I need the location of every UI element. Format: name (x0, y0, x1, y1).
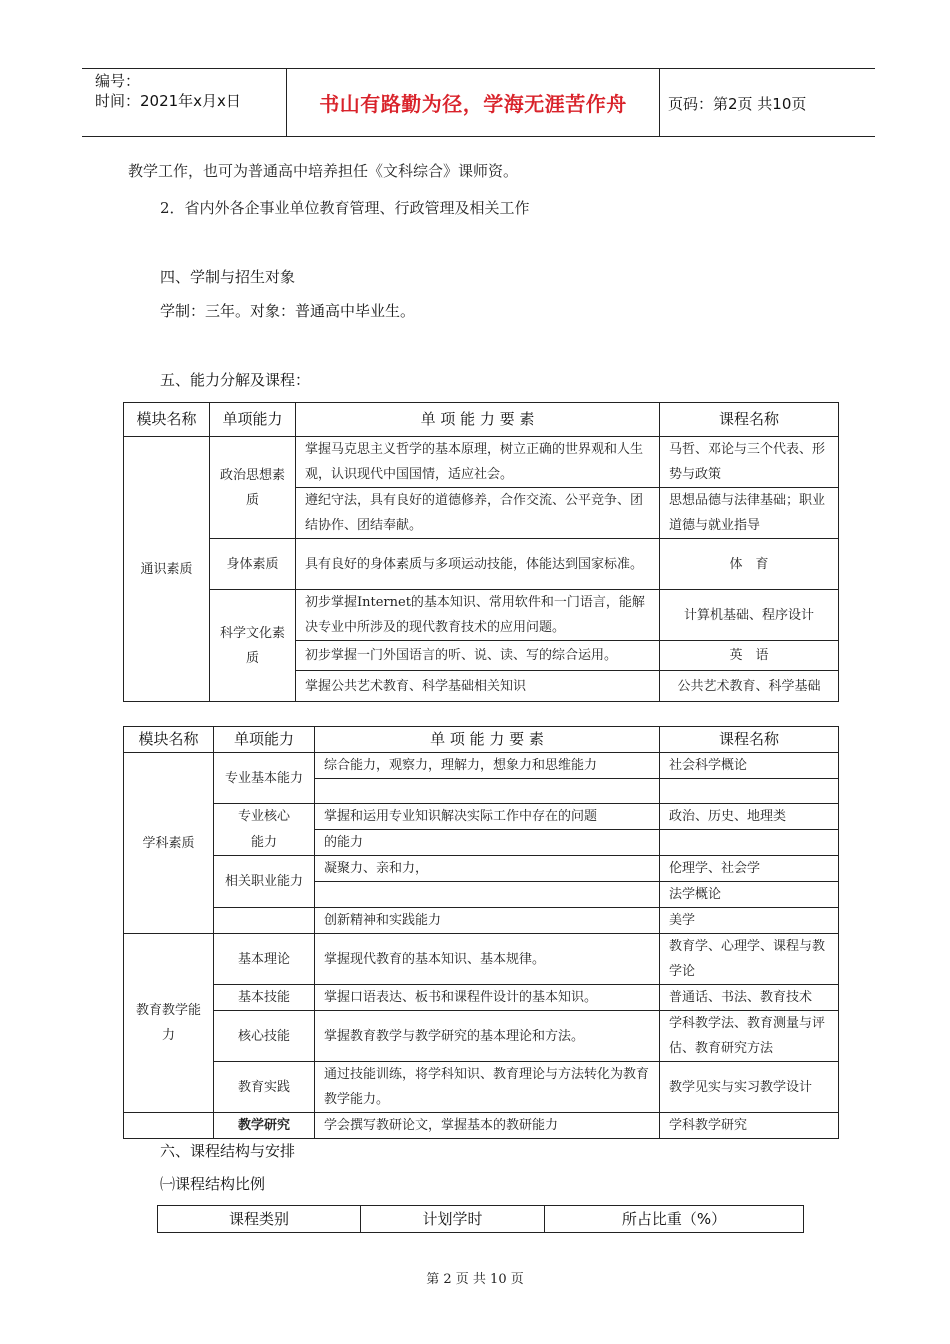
header-divider-right (659, 68, 660, 136)
header-number-label: 编号： (95, 72, 141, 90)
section-heading-6: 六、课程结构与安排 (160, 1142, 296, 1160)
table-row (124, 908, 839, 934)
element-cell: 掌握现代教育的基本知识、基本规律。 (315, 934, 660, 985)
ability-name-cell (214, 908, 315, 934)
element-cell: 通过技能训练，将学科知识、教育理论与方法转化为教育教学能力。 (315, 1062, 660, 1113)
course-cell: 政治、历史、地理类 (660, 804, 839, 830)
course-cell: 教育学、心理学、课程与教学论 (660, 934, 839, 985)
table-row (124, 1113, 839, 1139)
element-cell: 掌握公共艺术教育、科学基础相关知识 (296, 671, 660, 702)
header-bottom-rule (82, 136, 875, 137)
column-header-proportion: 所占比重（%） (545, 1206, 804, 1233)
element-cell: 凝聚力、亲和力， (315, 856, 660, 882)
course-cell: 美学 (660, 908, 839, 934)
column-header-course: 课程名称 (660, 403, 839, 437)
element-cell: 的能力 (315, 830, 660, 856)
ability-name-cell: 政治思想素质 (210, 437, 296, 539)
element-cell (315, 779, 660, 804)
subsection-heading-6-1: ㈠课程结构比例 (160, 1175, 266, 1193)
ability-name-cell: 基本技能 (214, 985, 315, 1011)
table-row (124, 753, 839, 779)
column-header-module: 模块名称 (124, 727, 214, 753)
body-paragraph-2: 2．省内外各企事业单位教育管理、行政管理及相关工作 (160, 199, 530, 217)
ability-name-cell: 专业核心 (214, 804, 315, 830)
table-row (124, 830, 839, 856)
column-header-planned-hours: 计划学时 (361, 1206, 545, 1233)
course-cell (660, 779, 839, 804)
header-top-rule (82, 68, 875, 69)
ability-name-cell: 核心技能 (214, 1011, 315, 1062)
course-cell: 体 育 (660, 539, 839, 590)
ability-name-cell: 专业基本能力 (214, 753, 315, 804)
course-cell: 教学见实与实习教学设计 (660, 1062, 839, 1113)
table-header-row (158, 1206, 804, 1233)
ability-name-cell: 能力 (214, 830, 315, 856)
body-paragraph-3: 学制：三年。对象：普通高中毕业生。 (160, 302, 416, 320)
section-heading-4: 四、学制与招生对象 (160, 268, 296, 286)
element-cell: 掌握马克思主义哲学的基本原理，树立正确的世界观和人生观，认识现代中国国情，适应社会。 (296, 437, 660, 488)
table-row (124, 1062, 839, 1113)
course-cell: 伦理学、社会学 (660, 856, 839, 882)
module-name-cell: 通识素质 (124, 437, 210, 702)
table-row (124, 804, 839, 830)
body-paragraph-1: 教学工作，也可为普通高中培养担任《文科综合》课师资。 (128, 162, 519, 180)
module-name-cell: 学科素质 (124, 753, 214, 934)
table-row (124, 985, 839, 1011)
column-header-module: 模块名称 (124, 403, 210, 437)
element-cell (315, 882, 660, 908)
section-heading-5: 五、能力分解及课程： (160, 371, 311, 389)
course-cell: 学科教学法、教育测量与评估、教育研究方法 (660, 1011, 839, 1062)
header-page-label: 页码：第2页 共10页 (668, 95, 807, 113)
ability-name-cell: 身体素质 (210, 539, 296, 590)
course-cell: 社会科学概论 (660, 753, 839, 779)
element-cell: 掌握和运用专业知识解决实际工作中存在的问题 (315, 804, 660, 830)
course-cell: 思想品德与法律基础；职业道德与就业指导 (660, 488, 839, 539)
course-cell (660, 830, 839, 856)
course-cell: 计算机基础、程序设计 (660, 590, 839, 641)
table-row (124, 934, 839, 985)
table-header-row (124, 727, 839, 753)
column-header-course-type: 课程类别 (158, 1206, 361, 1233)
element-cell: 初步掌握一门外国语言的听、说、读、写的综合运用。 (296, 641, 660, 671)
table-row (124, 437, 839, 488)
element-cell: 掌握口语表达、板书和课程件设计的基本知识。 (315, 985, 660, 1011)
header-time-label: 时间：2021年x月x日 (95, 92, 241, 110)
element-cell: 掌握教育教学与教学研究的基本理论和方法。 (315, 1011, 660, 1062)
ability-table-professional (123, 726, 839, 1139)
column-header-course: 课程名称 (660, 727, 839, 753)
element-cell: 学会撰写教研论文，掌握基本的教研能力 (315, 1113, 660, 1139)
ability-name-cell: 教育实践 (214, 1062, 315, 1113)
course-cell: 法学概论 (660, 882, 839, 908)
ability-name-cell: 相关职业能力 (214, 856, 315, 908)
ability-name-cell: 教学研究 (214, 1113, 315, 1139)
table-row (124, 1011, 839, 1062)
column-header-element: 单 项 能 力 要 素 (296, 403, 660, 437)
column-header-ability: 单项能力 (214, 727, 315, 753)
element-cell: 具有良好的身体素质与多项运动技能，体能达到国家标准。 (296, 539, 660, 590)
table-row (124, 856, 839, 882)
element-cell: 综合能力，观察力，理解力，想象力和思维能力 (315, 753, 660, 779)
course-cell: 公共艺术教育、科学基础 (660, 671, 839, 702)
course-structure-table (157, 1205, 804, 1233)
course-cell: 学科教学研究 (660, 1113, 839, 1139)
header-motto: 书山有路勤为径，学海无涯苦作舟 (319, 92, 627, 116)
element-cell: 创新精神和实践能力 (315, 908, 660, 934)
table-row (124, 539, 839, 590)
table-row (124, 590, 839, 641)
element-cell: 初步掌握Internet的基本知识、常用软件和一门语言，能解决专业中所涉及的现代教育技术的应用问题。 (296, 590, 660, 641)
module-name-cell (124, 1113, 214, 1139)
ability-name-cell: 基本理论 (214, 934, 315, 985)
table-header-row (124, 403, 839, 437)
ability-name-cell: 科学文化素质 (210, 590, 296, 702)
course-cell: 普通话、书法、教育技术 (660, 985, 839, 1011)
page-footer: 第 2 页 共 10 页 (426, 1272, 524, 1287)
element-cell: 遵纪守法，具有良好的道德修养，合作交流、公平竞争、团结协作、团结奉献。 (296, 488, 660, 539)
module-name-cell: 教育教学能力 (124, 934, 214, 1113)
course-cell: 马哲、邓论与三个代表、形势与政策 (660, 437, 839, 488)
column-header-ability: 单项能力 (210, 403, 296, 437)
course-cell: 英 语 (660, 641, 839, 671)
column-header-element: 单 项 能 力 要 素 (315, 727, 660, 753)
ability-table-general (123, 402, 839, 702)
